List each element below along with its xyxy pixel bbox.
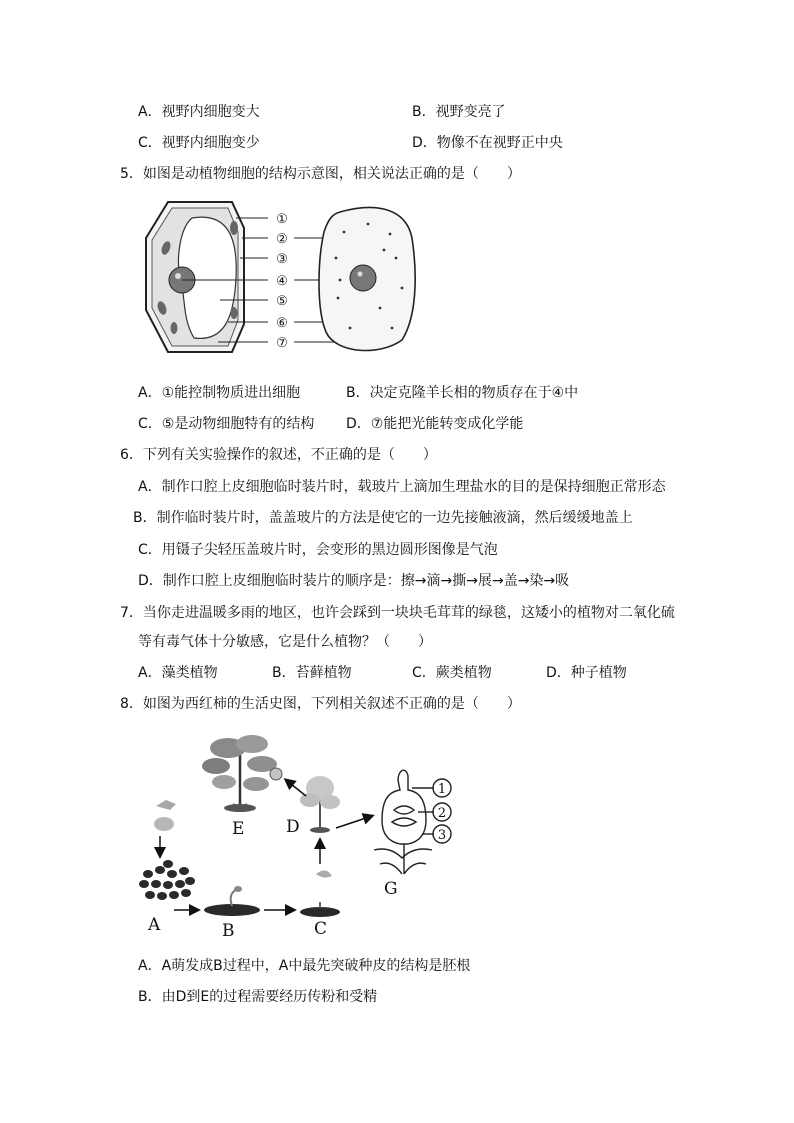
label-e: E	[232, 819, 245, 839]
cell-structure-figure	[140, 198, 420, 358]
animal-cell	[319, 208, 415, 351]
label-6: ⑥	[276, 316, 288, 331]
q4-option-d: D．物像不在视野正中央	[412, 135, 563, 151]
label-4: ④	[276, 274, 288, 289]
q5-option-d: D．⑦能把光能转变成化学能	[346, 416, 524, 432]
label-g: G	[384, 879, 398, 899]
q7-option-c: C．蕨类植物	[412, 665, 492, 681]
q6-stem: 6．下列有关实验操作的叙述，不正确的是（ ）	[120, 447, 437, 463]
label-n3: 3	[437, 828, 447, 843]
q8-option-a: A．A萌发成B过程中，A中最先突破种皮的结构是胚根	[138, 958, 471, 974]
tomato-life-cycle-figure	[136, 724, 466, 936]
q5-option-c: C．⑤是动物细胞特有的结构	[138, 416, 315, 432]
q7-option-b: B．苔藓植物	[272, 665, 352, 681]
germinating-seed-b	[204, 886, 260, 916]
q8-option-b: B．由D到E的过程需要经历传粉和受精	[138, 989, 378, 1005]
q4-option-a: A．视野内细胞变大	[138, 104, 260, 120]
label-7: ⑦	[276, 336, 288, 351]
young-plant-d	[300, 776, 340, 833]
label-d: D	[286, 817, 300, 837]
q7-option-d: D．种子植物	[546, 665, 627, 681]
q6-option-c: C．用镊子尖轻压盖玻片时，会变形的黑边圆形图像是气泡	[138, 542, 498, 558]
plant-cell	[146, 202, 244, 352]
label-1: ①	[276, 212, 288, 227]
label-a: A	[148, 915, 161, 935]
q7-option-a: A．藻类植物	[138, 665, 218, 681]
label-c: C	[314, 919, 328, 936]
fruit	[154, 800, 176, 831]
q6-option-a: A．制作口腔上皮细胞临时装片时，载玻片上滴加生理盐水的目的是保持细胞正常形态	[138, 479, 666, 495]
label-b: B	[222, 921, 235, 936]
q5-option-b: B．决定克隆羊长相的物质存在于④中	[346, 385, 579, 401]
seeds-a	[139, 860, 195, 900]
q6-option-d: D．制作口腔上皮细胞临时装片的顺序是：擦→滴→撕→展→盖→染→吸	[138, 573, 570, 589]
q8-stem: 8．如图为西红柿的生活史图，下列相关叙述不正确的是（ ）	[120, 696, 521, 712]
label-n2: 2	[437, 806, 447, 821]
mature-plant-e	[202, 735, 282, 812]
seedling-c	[300, 902, 340, 917]
q4-option-c: C．视野内细胞变少	[138, 135, 260, 151]
label-5: ⑤	[276, 294, 288, 309]
label-n1: 1	[437, 782, 447, 797]
q7-stem-line2: 等有毒气体十分敏感，它是什么植物？（ ）	[138, 634, 432, 650]
label-2: ②	[276, 232, 288, 247]
q6-option-b: B．制作临时装片时，盖盖玻片的方法是使它的一边先接触液滴，然后缓缓地盖上	[133, 510, 633, 526]
q5-stem: 5．如图是动植物细胞的结构示意图，相关说法正确的是（ ）	[120, 166, 521, 182]
q7-stem-line1: 7．当你走进温暖多雨的地区，也许会踩到一块块毛茸茸的绿毯，这矮小的植物对二氧化硫	[120, 605, 675, 621]
label-3: ③	[276, 252, 288, 267]
q4-option-b: B．视野变亮了	[412, 104, 506, 120]
q5-option-a: A．①能控制物质进出细胞	[138, 385, 301, 401]
